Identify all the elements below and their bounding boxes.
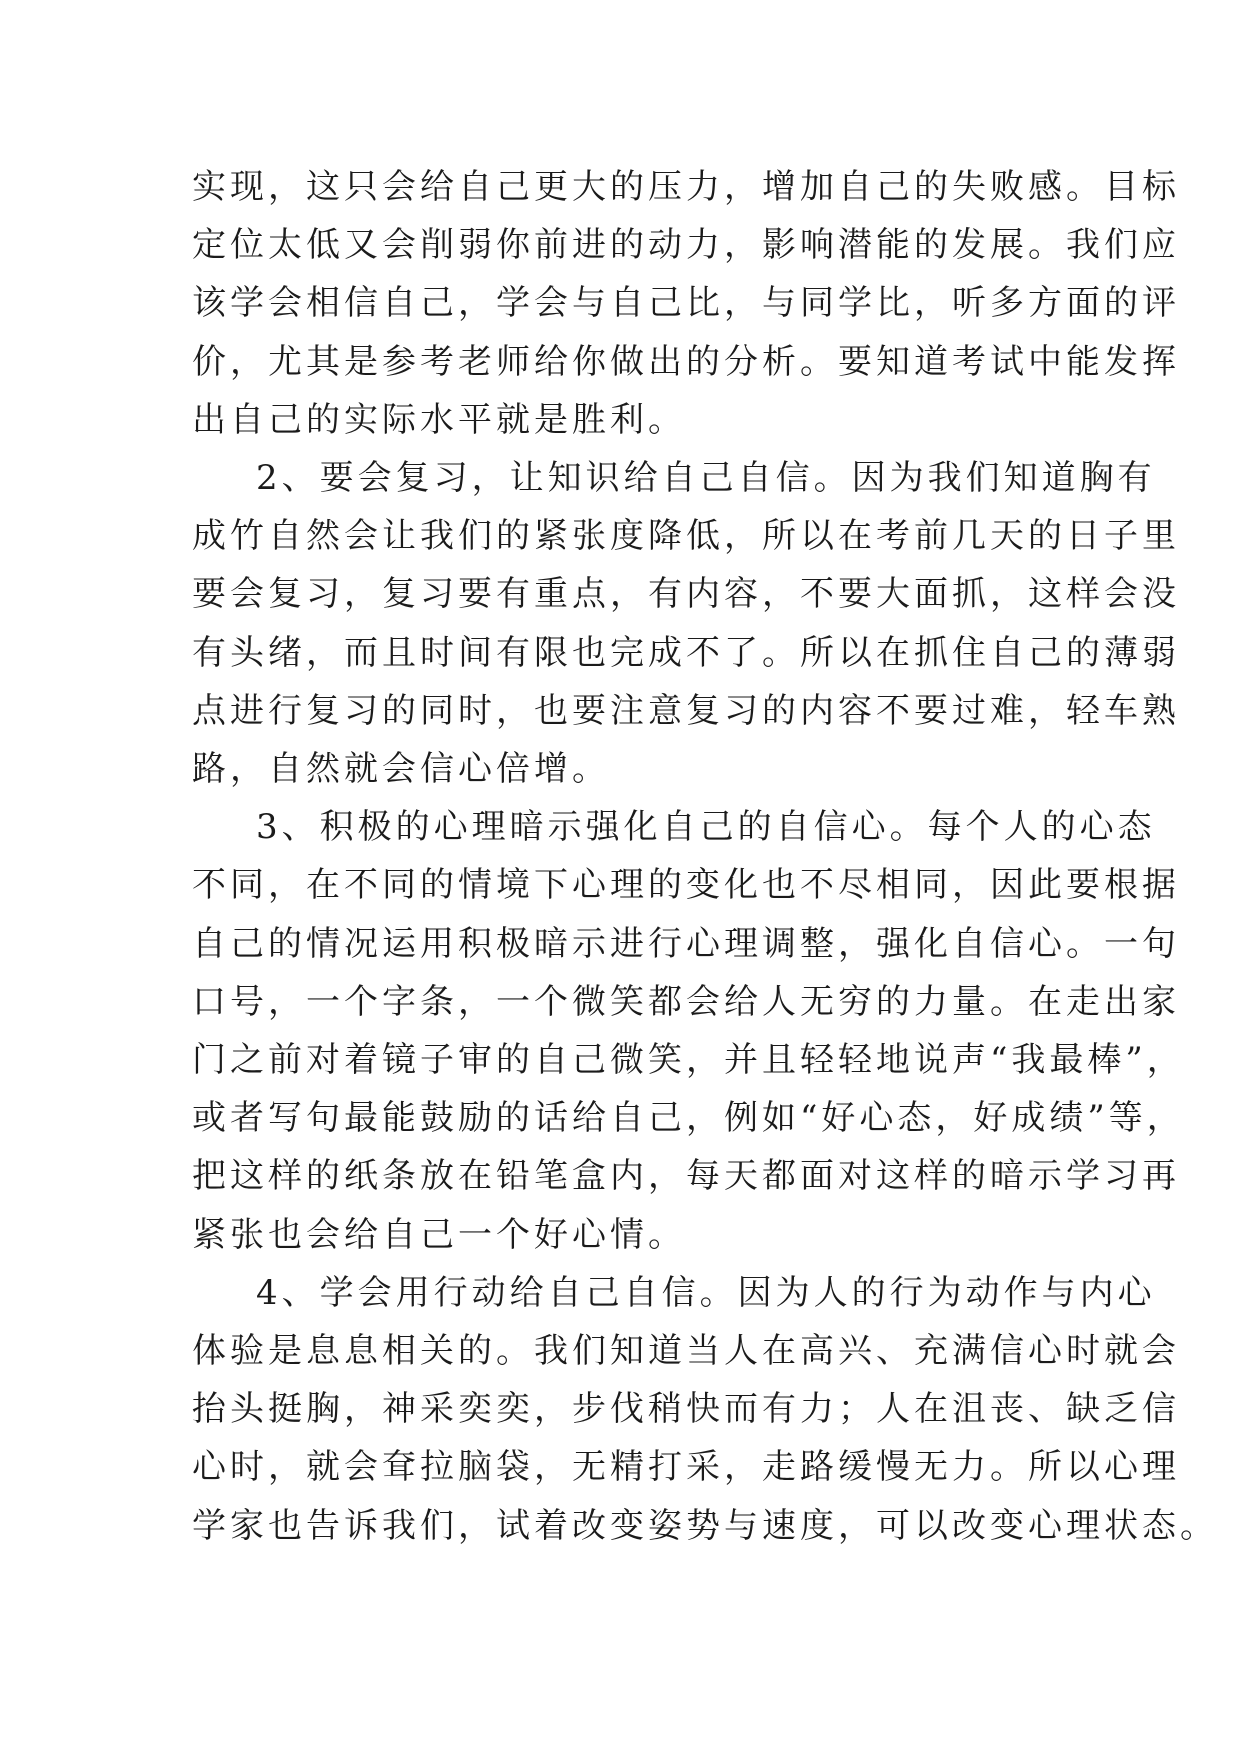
text-line: 不同，在不同的情境下心理的变化也不尽相同，因此要根据 xyxy=(192,865,1180,906)
text-line: 抬头挺胸，神采奕奕，步伐稍快而有力；人在沮丧、缺乏信 xyxy=(192,1389,1180,1430)
text-line: 要会复习，复习要有重点，有内容，不要大面抓，这样会没 xyxy=(192,574,1180,615)
text-line: 把这样的纸条放在铅笔盒内，每天都面对这样的暗示学习再 xyxy=(192,1156,1180,1197)
text-line: 价，尤其是参考老师给你做出的分析。要知道考试中能发挥 xyxy=(192,341,1180,382)
paragraph-start-line: 2、要会复习，让知识给自己自信。因为我们知道胸有 xyxy=(256,458,1156,499)
text-line: 有头绪，而且时间有限也完成不了。所以在抓住自己的薄弱 xyxy=(192,632,1180,673)
text-line: 或者写句最能鼓励的话给自己，例如“好心态，好成绩”等， xyxy=(192,1098,1185,1139)
paragraph-start-line: 4、学会用行动给自己自信。因为人的行为动作与内心 xyxy=(256,1272,1156,1313)
text-line: 学家也告诉我们，试着改变姿势与速度，可以改变心理状态。 xyxy=(192,1505,1218,1546)
text-line: 定位太低又会削弱你前进的动力，影响潜能的发展。我们应 xyxy=(192,225,1180,266)
text-line: 体验是息息相关的。我们知道当人在高兴、充满信心时就会 xyxy=(192,1331,1180,1372)
paragraph-start-line: 3、积极的心理暗示强化自己的自信心。每个人的心态 xyxy=(256,807,1156,848)
text-line: 该学会相信自己，学会与自己比，与同学比，听多方面的评 xyxy=(192,283,1180,324)
text-line: 路，自然就会信心倍增。 xyxy=(192,749,610,790)
text-line: 门之前对着镜子审的自己微笑，并且轻轻地说声“我最棒”， xyxy=(192,1040,1185,1081)
text-line: 心时，就会耷拉脑袋，无精打采，走路缓慢无力。所以心理 xyxy=(192,1447,1180,1488)
text-line: 点进行复习的同时，也要注意复习的内容不要过难，轻车熟 xyxy=(192,690,1180,731)
text-line: 成竹自然会让我们的紧张度降低，所以在考前几天的日子里 xyxy=(192,516,1180,557)
text-line: 出自己的实际水平就是胜利。 xyxy=(192,399,686,440)
text-line: 自己的情况运用积极暗示进行心理调整，强化自信心。一句 xyxy=(192,923,1180,964)
text-line: 紧张也会给自己一个好心情。 xyxy=(192,1214,686,1255)
text-line: 口号，一个字条，一个微笑都会给人无穷的力量。在走出家 xyxy=(192,981,1180,1022)
body-text xyxy=(192,158,1218,1555)
text-line: 实现，这只会给自己更大的压力，增加自己的失败感。目标 xyxy=(192,167,1180,207)
